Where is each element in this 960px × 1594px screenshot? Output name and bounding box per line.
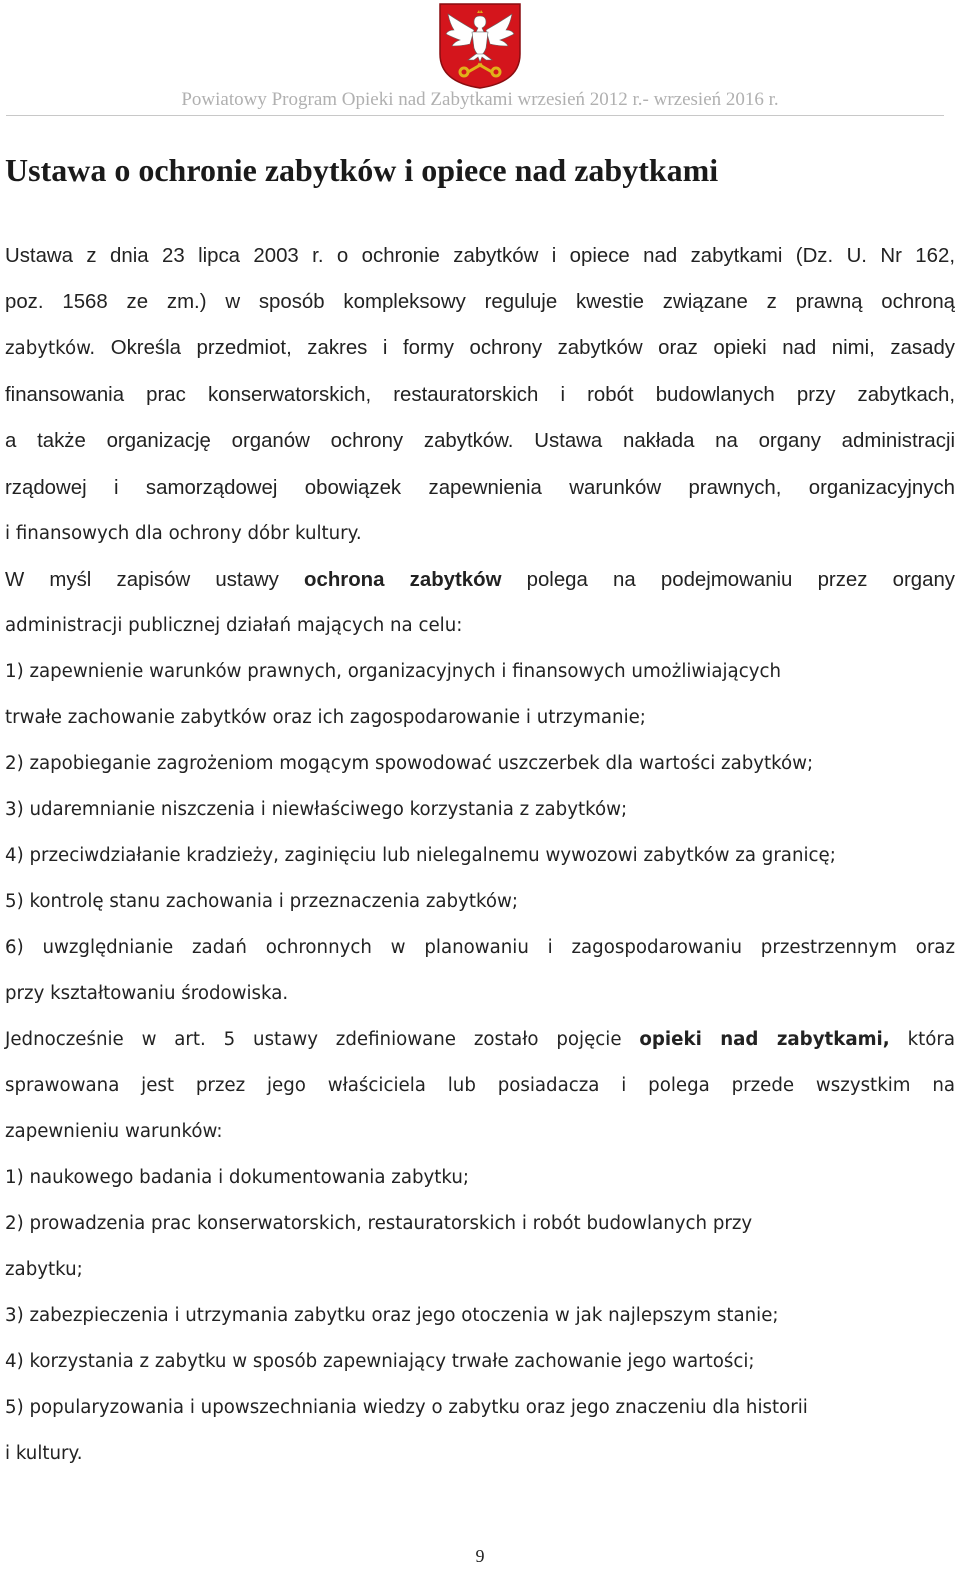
list-item: i kultury. — [5, 1443, 83, 1464]
text-line: finansowania prac konserwatorskich, restauratorskich i robót budowlanych przy zabytkach, — [5, 384, 955, 406]
text-span: a także organizację organów ochrony zabytków. — [5, 430, 514, 452]
text-line: sprawowana jest przez jego właściciela lub posiadacza i polega przede wszystkim na — [5, 1075, 955, 1096]
text-line — [5, 418, 955, 465]
header-divider — [6, 115, 944, 116]
list-item: 5) popularyzowania i upowszechniania wiedzy o zabytku oraz jego znaczeniu dla historii — [5, 1397, 808, 1418]
text-line: i finansowych dla ochrony dóbr kultury. — [5, 523, 362, 544]
text-span: zabytków. — [5, 338, 96, 359]
list-item: 1) zapewnienie warunków prawnych, organizacyjnych i finansowych umożliwiających — [5, 661, 781, 682]
list-item: 1) naukowego badania i dokumentowania zabytku; — [5, 1167, 470, 1188]
text-line — [5, 325, 955, 372]
list-item: 6) uwzględnianie zadań ochronnych w planowaniu i zagospodarowaniu przestrzennym oraz — [5, 937, 955, 958]
list-item: przy kształtowaniu środowiska. — [5, 983, 289, 1004]
bold-term: opieki nad zabytkami, — [639, 1029, 890, 1050]
page-header — [0, 0, 960, 118]
text-span: Ustawa nakłada na organy administracji — [534, 430, 955, 452]
list-item: 2) zapobieganie zagrożeniom mogącym spowodować uszczerbek dla wartości zabytków; — [5, 753, 814, 774]
text-span: Określa przedmiot, zakres i formy ochrony zabytków oraz opieki nad nimi, zasady — [110, 337, 955, 359]
list-item: 3) udaremnianie niszczenia i niewłaściwego korzystania z zabytków; — [5, 799, 628, 820]
list-item: 5) kontrolę stanu zachowania i przeznaczenia zabytków; — [5, 891, 519, 912]
text-line — [5, 1017, 955, 1063]
list-item: 2) prowadzenia prac konserwatorskich, restauratorskich i robót budowlanych przy — [5, 1213, 753, 1234]
list-item: 3) zabezpieczenia i utrzymania zabytku oraz jego otoczenia w jak najlepszym stanie; — [5, 1305, 779, 1326]
document-title: Ustawa o ochronie zabytków i opiece nad zabytkami — [5, 152, 719, 188]
text-span: Jednocześnie w art. 5 ustawy zdefiniowane zostało pojęcie — [5, 1029, 622, 1050]
text-line — [5, 557, 955, 603]
text-line: poz. 1568 ze zm.) w sposób kompleksowy reguluje kwestie związane z prawną ochroną — [5, 291, 955, 313]
text-span: która — [907, 1029, 955, 1050]
coat-of-arms-icon — [438, 2, 522, 90]
text-span: W myśl zapisów ustawy — [5, 569, 279, 591]
text-line: zapewnieniu warunków: — [5, 1121, 223, 1142]
list-item: trwałe zachowanie zabytków oraz ich zagospodarowanie i utrzymanie; — [5, 707, 646, 728]
document-body — [5, 233, 955, 1477]
list-item: 4) przeciwdziałanie kradzieży, zaginięciu lub nielegalnemu wywozowi zabytków za granicę; — [5, 845, 836, 866]
text-span: polega na podejmowaniu przez organy — [526, 569, 955, 591]
text-line: administracji publicznej działań mających na celu: — [5, 615, 463, 636]
text-line: Ustawa z dnia 23 lipca 2003 r. o ochronie zabytków i opiece nad zabytkami (Dz. U. Nr 162, — [5, 245, 955, 267]
text-line: rządowej i samorządowej obowiązek zapewnienia warunków prawnych, organizacyjnych — [5, 477, 955, 499]
program-title: Powiatowy Program Opieki nad Zabytkami wrzesień 2012 r.- wrzesień 2016 r. — [181, 89, 779, 110]
list-item: zabytku; — [5, 1259, 83, 1280]
page-number: 9 — [475, 1546, 485, 1566]
list-item: 4) korzystania z zabytku w sposób zapewniający trwałe zachowanie jego wartości; — [5, 1351, 755, 1372]
bold-term: ochrona zabytków — [304, 569, 502, 591]
